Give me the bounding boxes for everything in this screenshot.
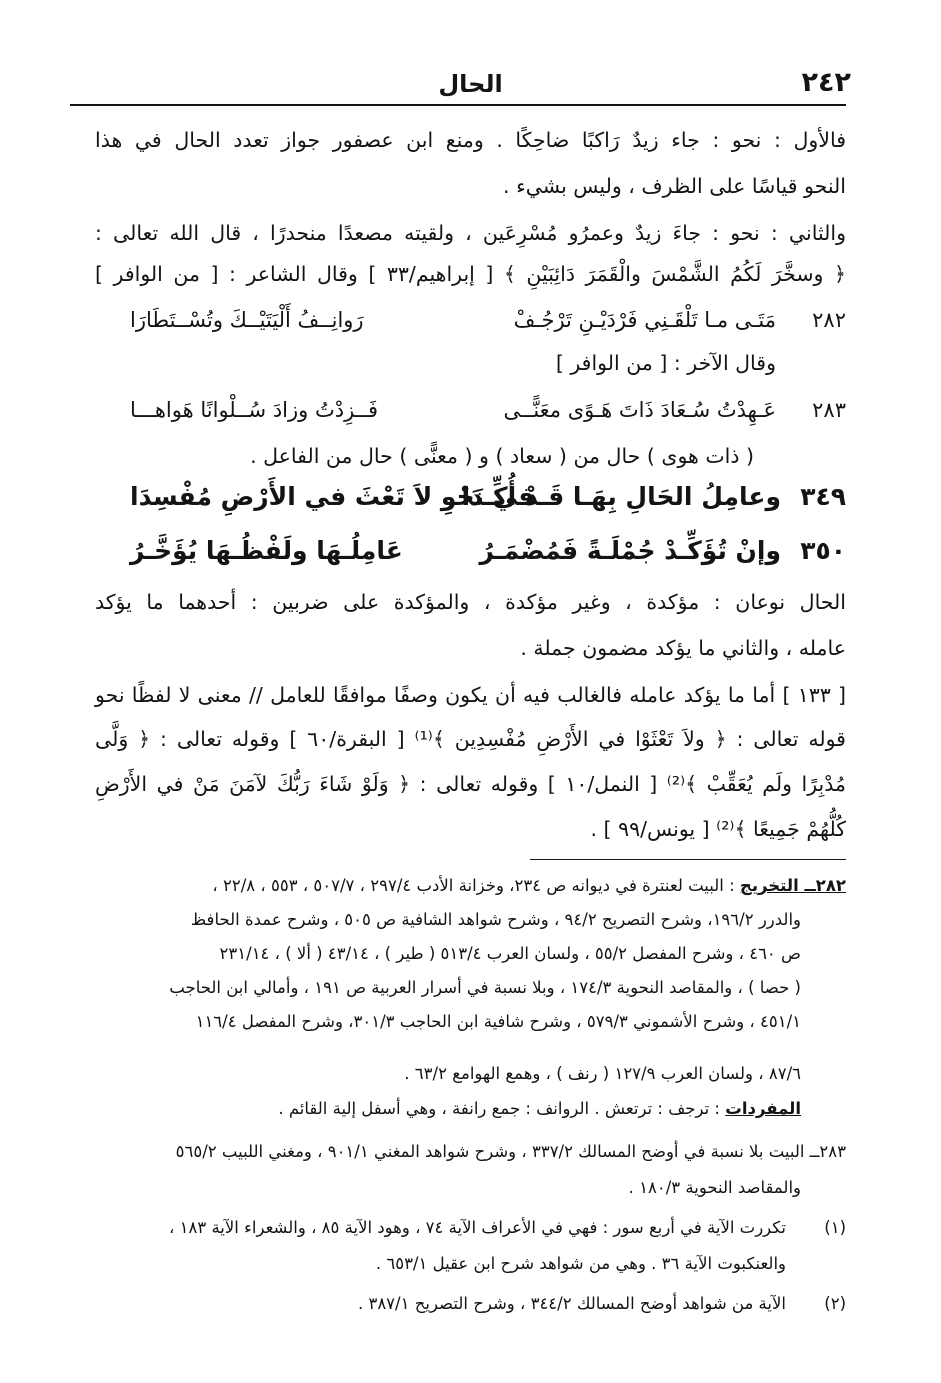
footnote-282-text: : البيت لعنترة في ديوانه ص ٢٣٤، وخزانة الأدب ٢٩٧/٤ ، ٥٠٧/٧ ، ٥٥٣ ، ٢٢/٨ ، [212, 876, 735, 895]
page-number: ٢٤٢ [801, 67, 851, 98]
verse-283-note: ( ذات هوى ) حال من ( سعاد ) و ( معنًّى ) حال من الفاعل . [250, 444, 754, 468]
paragraph-4-line-2: قوله تعالى : ﴿ ولاَ تَعْثَوْا في الأَرْضِ مُفْسِدِين ﴾⁽¹⁾ [ البقرة/٦٠ ] وقوله تعالى : ﴿ وَلَّى [95, 727, 846, 751]
verse-282-second-hemistich: رَوانِــفُ أَلْيَتَيْــكَ وتُسْــتَطَارَا [130, 308, 364, 332]
paragraph-1-line-1: فالأول : نحو : جاء زيدٌ رَاكبًا ضاحِكًا . ومنع ابن عصفور جواز تعدد الحال في هذا [95, 128, 846, 152]
paragraph-2-line-1: والثاني : نحو : جاءَ زيدٌ وعمرُو مُسْرِعَين ، ولقيته مصعدًا منحدرًا ، قال الله تعالى : [95, 221, 846, 245]
verse-283-number: ٢٨٣ [812, 398, 846, 422]
footnote-282-line-6: ٨٧/٦ ، ولسان العرب ١٢٧/٩ ( رنف ) ، وهمع الهوامع ٦٣/٢ . [404, 1064, 801, 1083]
verse-283-second-hemistich: فَــزِدْتُ وزادَ سُــلْوانًا هَواهـــا [130, 398, 379, 422]
paragraph-3-line-1: الحال نوعان : مؤكدة ، وغير مؤكدة ، والمؤكدة على ضربين : أحدهما ما يؤكد [95, 590, 846, 614]
paragraph-2-line-2: ﴿ وسخَّرَ لَكُمُ الشَّمْسَ والْقَمَرَ دَائِبَيْنِ ﴾ [ إبراهيم/٣٣ ] وقال الشاعر : [ من الوافر ] [95, 262, 846, 286]
note-2-number: (٢) [824, 1294, 846, 1313]
note-1-number: (١) [824, 1218, 846, 1237]
footnote-282-line-1 [95, 876, 846, 895]
note-1-line-2: والعنكبوت الآية ٣٦ . وهي من شواهد شرح ابن عقيل ٦٥٣/١ . [375, 1254, 786, 1273]
paragraph-1-line-2: النحو قياسًا على الظرف ، وليس بشيء . [503, 174, 846, 198]
vocabulary-text: : ترجف : ترتعش . الروانف : جمع رانفة ، وهي أسفل إلية القائم . [278, 1099, 720, 1118]
footnote-282-line-4: ( حصا ) ، والمقاصد النحوية ١٧٤/٣ ، وبلا نسبة في أسرار العربية ص ١٩١ ، وأمالي ابن الحاجب [169, 978, 801, 997]
alfiyya-349-second-hemistich: في نَحْوِ لاَ تَعْثَ في الأَرْضِ مُفْسِدَا [130, 482, 535, 511]
verse-283-intro: وقال الآخر : [ من الوافر ] [555, 351, 776, 375]
footnote-282-line-3: ص ٤٦٠ ، وشرح المفصل ٥٥/٢ ، ولسان العرب ٥١٣/٤ ( طير ) ، ٤٣/١٤ ( ألا ) ، ٢٣١/١٤ [219, 944, 801, 963]
footnote-282-label: ٢٨٢ــ التخريج [739, 876, 846, 895]
alfiyya-350-second-hemistich: عَامِلُـهَا ولَفْظُـهَا يُؤَخَّـرُ [130, 536, 403, 565]
vocabulary-label: المفردات [725, 1099, 801, 1118]
note-2-line-1: الآية من شواهد أوضح المسالك ٣٤٤/٢ ، وشرح التصريح ٣٨٧/١ . [357, 1294, 786, 1313]
alfiyya-350-number: ٣٥٠ [800, 536, 846, 565]
footnote-283-line-1: ٢٨٣ــ البيت بلا نسبة في أوضح المسالك ٣٣٧/٢ ، وشرح شواهد المغني ٩٠١/١ ، ومغني اللبيب ٥٦٥/٢ [175, 1142, 846, 1161]
footnote-separator [530, 859, 846, 860]
running-title: الحال [438, 70, 503, 98]
note-1-line-1: تكررت الآية في أربع سور : فهي في الأعراف الآية ٧٤ ، وهود الآية ٨٥ ، والشعراء الآية ١٨٣ ، [169, 1218, 786, 1237]
footnote-282-vocabulary [278, 1099, 801, 1118]
alfiyya-349-first-hemistich: وعامِلُ الحَالِ بِهَـا قَـدْ أُكِّـدَا [461, 482, 781, 511]
alfiyya-350-first-hemistich: وإنْ تُؤَكِّـدْ جُمْلَـةً فَمُضْمَـرُ [479, 536, 781, 565]
footnote-283-line-2: والمقاصد النحوية ١٨٠/٣ . [628, 1178, 801, 1197]
verse-283-first-hemistich: عَـهِدْتُ سُـعَادَ ذَاتَ هَـوًى معَنًّــى [503, 398, 776, 422]
paragraph-4-line-1: [ ١٣٣ ] أما ما يؤكد عامله فالغالب فيه أن يكون وصفًا موافقًا للعامل // معنى لا لفظًا نحو [95, 683, 846, 707]
paragraph-3-line-2: عامله ، والثاني ما يؤكد مضمون جملة . [520, 636, 846, 660]
header-rule [70, 104, 846, 106]
footnote-282-line-5: ٤٥١/١ ، وشرح الأشموني ٥٧٩/٣ ، وشرح شافية ابن الحاجب ٣٠١/٣، وشرح المفصل ١١٦/٤ [195, 1012, 801, 1031]
paragraph-4-line-3: مُدْبِرًا ولَم يُعَقِّبْ ﴾⁽²⁾ [ النمل/١٠ ] وقوله تعالى : ﴿ وَلَوْ شَاءَ رَبُّكَ لآمَنَ مَنْ في الأَرْضِ [95, 772, 846, 796]
alfiyya-349-number: ٣٤٩ [800, 482, 846, 511]
verse-282-number: ٢٨٢ [812, 308, 846, 332]
footnote-282-line-2: والدرر ١٩٦/٢، وشرح التصريح ٩٤/٢ ، وشرح شواهد الشافية ص ٥٠٥ ، وشرح عمدة الحافظ [190, 910, 801, 929]
verse-282-first-hemistich: مَتَـى مـا تَلْقَـنِي فَرْدَيْـنِ تَرْجُـفْ [513, 308, 776, 332]
paragraph-4-line-4: كُلُّهُمْ جَمِيعًا ﴾⁽²⁾ [ يونس/٩٩ ] . [590, 817, 846, 841]
